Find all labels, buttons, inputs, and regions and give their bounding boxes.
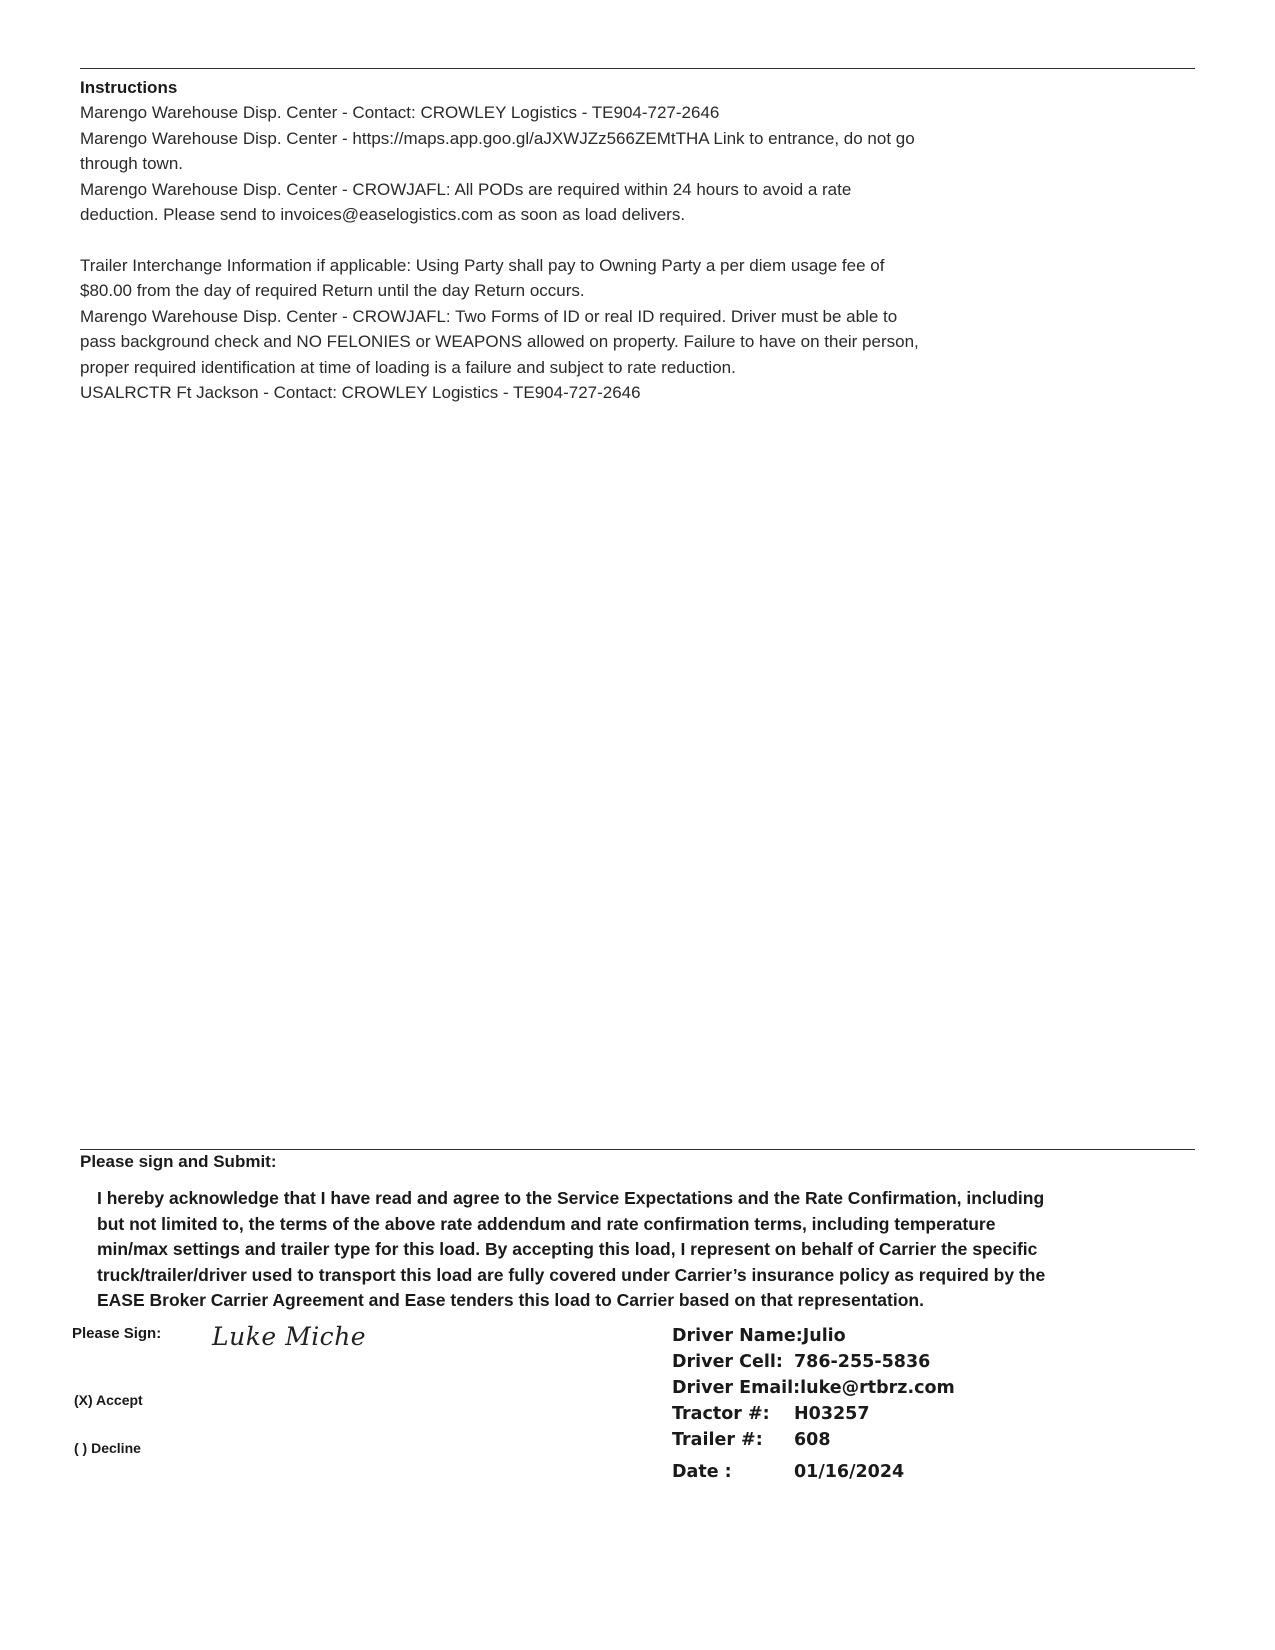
tractor-label: Tractor #:	[672, 1404, 770, 1424]
instruction-line: $80.00 from the day of required Return until the day Return occurs.	[80, 281, 585, 300]
instruction-line: through town.	[80, 154, 184, 173]
instruction-line: USALRCTR Ft Jackson - Contact: CROWLEY Logistics - TE904-727-2646	[80, 383, 641, 402]
date-value: 01/16/2024	[794, 1462, 905, 1482]
decline-option[interactable]: ( ) Decline	[74, 1440, 141, 1456]
driver-email-row	[672, 1378, 955, 1404]
instruction-line: Marengo Warehouse Disp. Center - CROWJAFL: Two Forms of ID or real ID required. Driver must be able to	[80, 306, 898, 326]
signature[interactable]: Luke Miche	[212, 1322, 367, 1351]
tractor-row	[672, 1404, 955, 1430]
instruction-line: Marengo Warehouse Disp. Center - Contact: CROWLEY Logistics - TE904-727-2646	[80, 103, 720, 122]
sign-heading: Please sign and Submit:	[80, 1152, 277, 1171]
driver-cell-label: Driver Cell:	[672, 1352, 783, 1372]
acknowledgement-line: but not limited to, the terms of the above rate addendum and rate confirmation terms, including temperature	[97, 1213, 996, 1234]
instruction-line: Marengo Warehouse Disp. Center - https://maps.app.goo.gl/aJXWJZz566ZEMtTHA Link to entrance, do not go	[80, 128, 915, 148]
trailer-value: 608	[794, 1430, 831, 1450]
driver-info	[672, 1326, 955, 1488]
driver-cell-row	[672, 1352, 955, 1378]
instruction-line: deduction. Please send to invoices@easelogistics.com as soon as load delivers.	[80, 205, 686, 224]
acknowledgement-text	[97, 1186, 1207, 1314]
instruction-line: Trailer Interchange Information if applicable: Using Party shall pay to Owning Party a per diem usage fee of	[80, 255, 885, 275]
trailer-row	[672, 1430, 955, 1456]
tractor-value: H03257	[794, 1404, 870, 1424]
driver-name-label: Driver Name:	[672, 1326, 803, 1346]
trailer-label: Trailer #:	[672, 1430, 763, 1450]
date-label: Date :	[672, 1462, 732, 1482]
driver-cell-value: 786-255-5836	[794, 1352, 931, 1372]
driver-name-value: Julio	[802, 1326, 846, 1346]
instructions-heading: Instructions	[80, 78, 178, 97]
instruction-line: pass background check and NO FELONIES or WEAPONS allowed on property. Failure to have on their person,	[80, 332, 919, 351]
instructions-section	[80, 76, 1200, 406]
please-sign-label: Please Sign:	[72, 1325, 162, 1342]
accept-option[interactable]: (X) Accept	[74, 1392, 143, 1408]
acknowledgement-line: I hereby acknowledge that I have read and agree to the Service Expectations and the Rate Confirmation, including	[97, 1188, 1045, 1208]
driver-name-row	[672, 1326, 955, 1352]
instruction-line: Marengo Warehouse Disp. Center - CROWJAFL: All PODs are required within 24 hours to avoid a rate	[80, 179, 852, 199]
acknowledgement-line: min/max settings and trailer type for this load. By accepting this load, I represent on behalf of Carrier the specific	[97, 1239, 1038, 1259]
date-row	[672, 1462, 955, 1488]
driver-email-label: Driver Email:	[672, 1378, 801, 1398]
instruction-spacer	[80, 228, 1200, 253]
acknowledgement-line: EASE Broker Carrier Agreement and Ease tenders this load to Carrier based on that representation.	[97, 1290, 924, 1310]
instruction-line: proper required identification at time of loading is a failure and subject to rate reduction.	[80, 357, 736, 377]
driver-email-value: luke@rtbrz.com	[800, 1378, 955, 1398]
top-divider	[80, 68, 1195, 69]
acknowledgement-line: truck/trailer/driver used to transport this load are fully covered under Carrier’s insurance policy as required by the	[97, 1264, 1046, 1285]
